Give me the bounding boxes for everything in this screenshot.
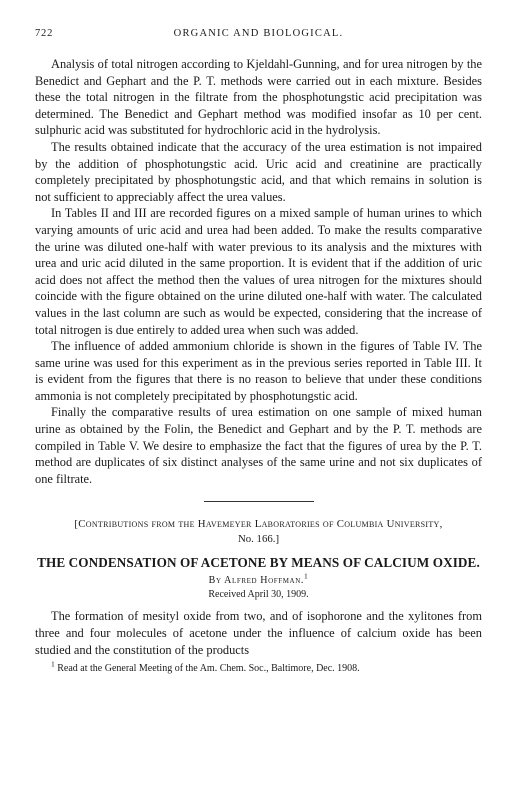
paragraph-tables-ii-iii: In Tables II and III are recorded figures on a mixed sample of human urines to which varying amounts of uric acid and urea had been added. To make the results comparative the urine was diluted one-half with water previous to its analysis and the mixtures with urea and uric acid diluted in the same proportion. It is evident that if the addition of uric acid does not affect the method then the values of urea nitrogen for the mixtures should coincide with the figure obtained on the urine diluted one-half with water. The calculated values in the last column are such as would be expected, considering that the increase of total nitrogen is due entirely to added urea when such was added. (35, 206, 482, 337)
contribution-number: No. 166.] (237, 532, 280, 545)
page-number: 722 (35, 28, 54, 39)
paragraph-ammonium-chloride: The influence of added ammonium chloride is shown in the figures of Table IV. The same urine was used for this experiment as in the previous series reported in Table III. It is evident from the figures that there is no reason to believe that under these conditions ammonia is not completely precipitated by phosphotungstic acid. (35, 339, 482, 403)
section-title: ORGANIC AND BIOLOGICAL. (173, 28, 344, 39)
footnote (35, 659, 482, 675)
author-name: Alfred Hoffman. (224, 575, 304, 587)
contribution-line: [Contributions from the Havemeyer Laboratories of Columbia University, (74, 518, 443, 531)
journal-page (35, 28, 482, 675)
paragraph-comparative-results: Finally the comparative results of urea estimation on one sample of mixed human urine as obtained by the Folin, the Benedict and Gephart and by the P. T. methods are compiled in Table V. We desire to emphasize the fact that the figures of urea by the P. T. method are duplicates of six distinct analyses of the same urine and not six duplicates of one filtrate. (35, 405, 482, 486)
section-divider (204, 501, 314, 502)
footnote-text: Read at the General Meeting of the Am. Chem. Soc., Baltimore, Dec. 1908. (57, 663, 360, 675)
article-lead-paragraph: The formation of mesityl oxide from two, and of isophorone and the xylitones from three and four molecules of acetone under the influence of calcium oxide has been studied and the constitution of the products (35, 609, 482, 657)
byline-prefix: By (208, 575, 222, 587)
received-date: Received April 30, 1909. (208, 589, 309, 601)
article-title: THE CONDENSATION OF ACETONE BY MEANS OF CALCIUM OXIDE. (37, 555, 480, 571)
paragraph-results-accuracy: The results obtained indicate that the accuracy of the urea estimation is not impaired by the addition of phosphotungstic acid. Uric acid and creatinine are practically completely precipitated by phosphotungstic acid, and that which remains in solution is not sufficient to appreciably affect the urea values. (35, 139, 482, 204)
footnote-marker: 1 (51, 659, 55, 669)
paragraph-nitrogen-analysis: Analysis of total nitrogen according to Kjeldahl-Gunning, and for urea nitrogen by the Benedict and Gephart and the P. T. methods were carried out in each mixture. Besides these the total nitrogen in the filtrate from the phosphotungstic acid precipitation was determined. The Benedict and Gephart method was modified insofar as 10 per cent. sulphuric acid was substituted for hydrochloric acid in the hydrolysis. (35, 57, 482, 138)
byline (35, 574, 482, 588)
running-head (35, 28, 482, 44)
author-footnote-marker: 1 (303, 572, 309, 582)
